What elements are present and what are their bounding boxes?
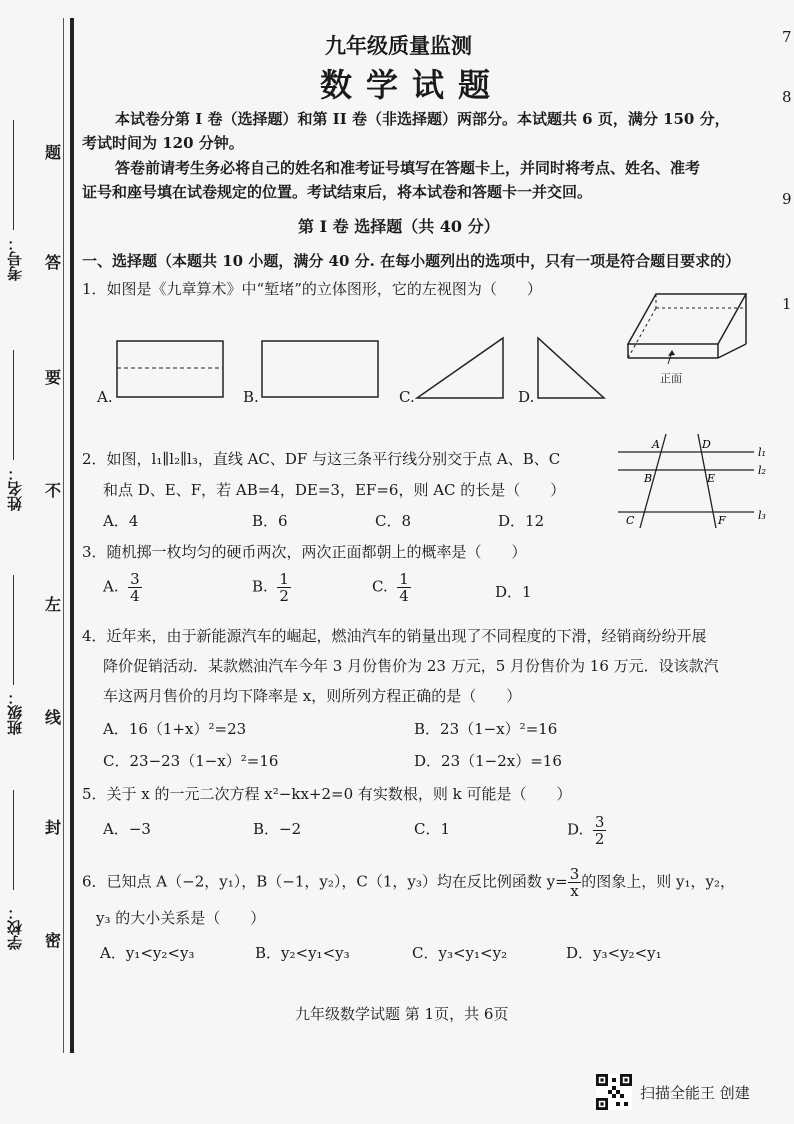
q2-option-d: D．12 (498, 512, 545, 530)
q5-d-den: 2 (594, 830, 605, 848)
q1-option-b-label: B. (243, 388, 259, 406)
class-line (13, 575, 14, 685)
q3-option-a-fraction (128, 571, 142, 604)
q2-option-a: A．4 (103, 512, 139, 530)
q2-label-l3: l₃ (758, 509, 766, 522)
question-4-line-1: 4．近年来，由于新能源汽车的崛起，燃油汽车的销量出现了不同程度的下滑，经销商纷纷开展 (82, 627, 707, 645)
q4-option-d: D．23（1−2x）=16 (414, 752, 562, 770)
q3-a-den: 4 (130, 587, 140, 605)
school-label: 学校： (6, 905, 24, 950)
intro-line-2: 考试时间为 120 分钟。 (82, 134, 244, 152)
q1-front-label: 正面 (660, 372, 682, 385)
exam-name: 九年级质量监测 (325, 33, 472, 58)
q2-parallel-lines-figure (612, 428, 776, 530)
qr-code-icon (596, 1074, 632, 1110)
q1-option-a-label: A. (97, 388, 113, 406)
edge-number: 7 (782, 28, 792, 46)
q3-option-c (372, 571, 411, 604)
q3-c-den: 4 (399, 587, 409, 605)
seal-char: 要 (45, 368, 62, 387)
q1-option-c-figure (415, 336, 507, 402)
q5-d-num: 3 (594, 813, 605, 831)
question-1-text: 1．如图是《九章算术》中“堑堵”的立体图形，它的左视图为（ ） (82, 280, 542, 298)
seal-char: 不 (45, 481, 62, 500)
q2-label-d: D (702, 438, 711, 451)
q1-option-d-figure (536, 336, 608, 402)
subject-title: 数学试题 (320, 66, 505, 104)
seal-char: 线 (45, 708, 62, 727)
q6-frac-num: 3 (569, 865, 580, 883)
question-2-line-2: 和点 D、E、F，若 AB=4，DE=3，EF=6，则 AC 的长是（ ） (103, 481, 566, 499)
name-label: 姓名： (6, 466, 24, 511)
q6-frac-den: x (570, 882, 579, 900)
q3-option-b-label: B. (252, 577, 268, 596)
seal-char: 封 (45, 818, 62, 837)
q3-a-num: 3 (130, 570, 140, 588)
q5-option-d-fraction (593, 814, 607, 847)
part-title: 第 I 卷 选择题（共 40 分） (298, 217, 500, 236)
q2-label-f: F (718, 514, 726, 527)
q2-option-b: B．6 (252, 512, 288, 530)
q3-option-a-label: A. (103, 577, 119, 596)
q6-option-a: A．y₁<y₂<y₃ (100, 944, 195, 962)
q1-option-c-label: C. (399, 388, 415, 406)
seal-char: 左 (45, 595, 62, 614)
seal-char: 题 (45, 143, 62, 162)
section-title: 一、选择题（本题共 10 小题，满分 40 分. 在每小题列出的选项中，只有一项是符合题目要求的） (82, 252, 741, 270)
name-line (13, 350, 14, 460)
q6-option-d: D．y₃<y₂<y₁ (566, 944, 662, 962)
q1-option-d-label: D. (518, 388, 535, 406)
q1-option-b-figure (260, 338, 382, 400)
q6-option-b: B．y₂<y₁<y₃ (255, 944, 350, 962)
q3-option-c-fraction (397, 571, 411, 604)
page-footer: 九年级数学试题 第 1页，共 6页 (295, 1005, 509, 1023)
question-6-line-1 (82, 866, 735, 899)
q3-option-b (252, 571, 291, 604)
q6-line1-end: 的图象上，则 y₁，y₂， (581, 872, 735, 891)
id-number-label: 考号： (6, 236, 24, 281)
scanner-watermark-text: 扫描全能王 创建 (640, 1084, 750, 1102)
q3-option-d: D．1 (495, 583, 532, 601)
q3-option-c-label: C. (372, 577, 388, 596)
class-label: 班级： (6, 690, 24, 735)
q2-label-b: B (644, 472, 653, 485)
q5-option-b: B．−2 (253, 820, 302, 838)
binding-line-thin (63, 18, 64, 1053)
q1-solid-figure (618, 286, 748, 384)
q6-line1-start: 6．已知点 A（−2，y₁），B（−1，y₂），C（1，y₃）均在反比例函数 y= (82, 872, 568, 891)
q2-label-l2: l₂ (758, 464, 766, 477)
question-4-line-2: 降价促销活动．某款燃油汽车今年 3 月份售价为 23 万元，5 月份售价为 16 万元．设该款汽 (103, 657, 719, 675)
q3-b-den: 2 (279, 587, 289, 605)
school-line (13, 790, 14, 890)
q4-option-c: C．23−23（1−x）²=16 (103, 752, 279, 770)
id-number-line (13, 120, 14, 230)
seal-char: 答 (45, 253, 62, 272)
question-3-text: 3．随机掷一枚均匀的硬币两次，两次正面都朝上的概率是（ ） (82, 543, 527, 561)
q5-option-c: C．1 (414, 820, 451, 838)
q1-option-a-figure (115, 338, 227, 400)
q2-label-e: E (707, 472, 716, 485)
q6-fraction (568, 866, 582, 899)
notice-line-2: 证号和座号填在试卷规定的位置。考试结束后，将本试卷和答题卡一并交回。 (82, 183, 593, 201)
edge-number: 8 (782, 88, 792, 106)
q3-option-b-fraction (277, 571, 291, 604)
q2-label-l1: l₁ (758, 446, 766, 459)
edge-number: 9 (782, 190, 792, 208)
q3-b-num: 1 (279, 570, 289, 588)
q6-option-c: C．y₃<y₁<y₂ (412, 944, 508, 962)
question-6-line-2: y₃ 的大小关系是（ ） (96, 909, 266, 927)
q5-option-d-label: D. (567, 820, 584, 839)
q4-option-b: B．23（1−x）²=16 (414, 720, 558, 738)
q5-option-a: A．−3 (103, 820, 151, 838)
q2-label-c: C (626, 514, 635, 527)
q2-option-c: C．8 (375, 512, 412, 530)
q3-option-a (103, 571, 142, 604)
q3-c-num: 1 (399, 570, 409, 588)
question-5-text: 5．关于 x 的一元二次方程 x²−kx+2=0 有实数根，则 k 可能是（ ） (82, 785, 572, 803)
intro-line-1: 本试卷分第 I 卷（选择题）和第 II 卷（非选择题）两部分。本试题共 6 页，满分 150 分， (115, 110, 730, 128)
binding-line-thick (70, 18, 74, 1053)
q2-label-a: A (652, 438, 660, 451)
question-2-line-1: 2．如图，l₁∥l₂∥l₃，直线 AC、DF 与这三条平行线分别交于点 A、B、C (82, 450, 561, 468)
q5-option-d (567, 814, 606, 847)
notice-line-1: 答卷前请考生务必将自己的姓名和准考证号填写在答题卡上，并同时将考点、姓名、准考 (115, 159, 701, 177)
seal-char: 密 (45, 931, 62, 950)
question-4-line-3: 车这两月售价的月均下降率是 x，则所列方程正确的是（ ） (103, 687, 522, 705)
edge-number: 1 (782, 295, 792, 313)
q4-option-a: A．16（1+x）²=23 (103, 720, 247, 738)
